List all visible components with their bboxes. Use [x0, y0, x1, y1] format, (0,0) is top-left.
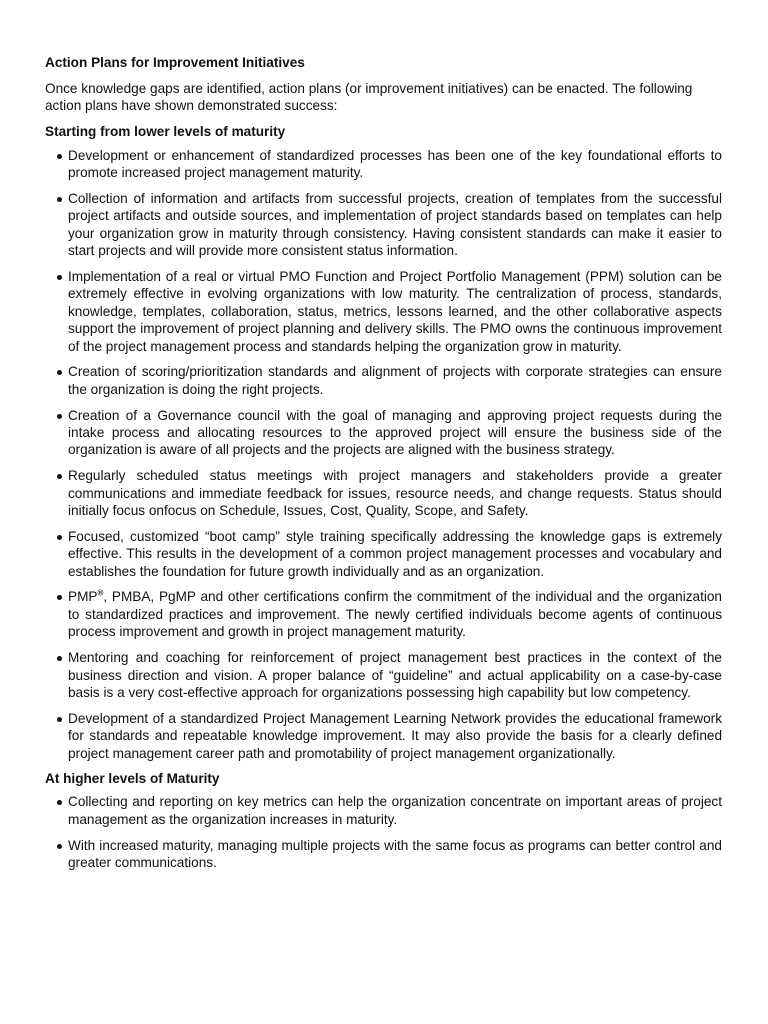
list-item-text: , PMBA, PgMP and other certifications confirm the commitment of the individual and the organization to standardized practices and improvement. The newly certified individuals become agents of continuous process improvement and growth in project management maturity.	[68, 589, 722, 640]
bullet-icon	[57, 595, 62, 600]
list-item	[45, 147, 722, 182]
list-item	[45, 190, 722, 260]
lower-maturity-list	[45, 147, 722, 762]
section-heading-lower-maturity: Starting from lower levels of maturity	[45, 123, 286, 139]
list-item-text: Implementation of a real or virtual PMO Function and Project Portfolio Management (PPM) solution can be extremely effective in evolving organizations with low maturity. The centralization of process, standards, knowledge, templates, collaboration, status, metrics, lessons learned, and the other collaborative aspects support the improvement of project planning and delivery skills. The PMO owns the continuous improvement of the project management process and standards helping the organization grow in maturity.	[68, 269, 722, 354]
bullet-icon	[57, 154, 62, 159]
registered-mark: ®	[97, 588, 104, 598]
document-page	[45, 54, 722, 880]
bullet-icon	[57, 414, 62, 419]
list-item-text: Collection of information and artifacts from successful projects, creation of templates from the successful project artifacts and outside sources, and implementation of project standards based on templates can help your organization grow in maturity through consistency. Having consistent standards can make it easier to start projects and will provide more consistent status information.	[68, 191, 722, 259]
list-item	[45, 710, 722, 762]
bullet-icon	[57, 800, 62, 805]
list-item-text: With increased maturity, managing multiple projects with the same focus as programs can better control and greater communications.	[68, 837, 722, 870]
list-item	[45, 793, 722, 828]
list-item-text: Collecting and reporting on key metrics can help the organization concentrate on important areas of project management as the organization increases in maturity.	[68, 794, 722, 827]
list-item-text: Creation of a Governance council with the goal of managing and approving project requests during the intake process and allocating resources to the approved project will ensure the business side of the organization is aware of all projects and the projects are aligned with the business strategy.	[68, 407, 722, 458]
list-item-pmp	[45, 588, 722, 640]
pmp-label: PMP	[68, 589, 98, 605]
bullet-icon	[57, 535, 62, 540]
intro-paragraph: Once knowledge gaps are identified, action plans (or improvement initiatives) can be enacted. The following action plans have shown demonstrated success:	[45, 81, 693, 114]
list-item	[45, 528, 722, 580]
bullet-icon	[57, 370, 62, 375]
bullet-icon	[57, 844, 62, 849]
list-item-text: Creation of scoring/prioritization standards and alignment of projects with corporate strategies can ensure the organization is doing the right projects.	[68, 364, 722, 397]
section-heading-higher-maturity: At higher levels of Maturity	[45, 771, 220, 787]
list-item	[45, 467, 722, 519]
list-item	[45, 407, 722, 459]
list-item	[45, 363, 722, 398]
bullet-icon	[57, 474, 62, 479]
higher-maturity-list	[45, 793, 722, 871]
document-title: Action Plans for Improvement Initiatives	[45, 55, 305, 70]
bullet-icon	[57, 656, 62, 661]
bullet-icon	[57, 275, 62, 280]
list-item-text: Development or enhancement of standardized processes has been one of the key foundational efforts to promote increased project management maturity.	[68, 147, 722, 181]
bullet-icon	[57, 197, 62, 202]
list-item-text: Regularly scheduled status meetings with project managers and stakeholders provide a greater communications and immediate feedback for issues, resource needs, and change requests. Status should initially focus onfocus on Schedule, Issues, Cost, Quality, Scope, and Safety.	[68, 468, 722, 519]
list-item	[45, 649, 722, 701]
list-item-text: Focused, customized “boot camp” style training specifically addressing the knowledge gaps is extremely effective. This results in the development of a common project management processes and vocabulary and establishes the foundation for future growth individually and as an organization.	[68, 528, 722, 579]
list-item-text: Mentoring and coaching for reinforcement of project management best practices in the context of the business direction and vision. A proper balance of “guideline” and actual applicability on a case-by-case basis is a very cost-effective approach for organizations possessing high capability but low competency.	[68, 650, 722, 700]
bullet-icon	[57, 717, 62, 722]
list-item	[45, 837, 722, 872]
list-item	[45, 268, 722, 355]
list-item-text: Development of a standardized Project Management Learning Network provides the educational framework for standards and repeatable knowledge improvement. It may also provide the basis for a clearly defined project management career path and promotability of project management organizationally.	[68, 710, 722, 761]
